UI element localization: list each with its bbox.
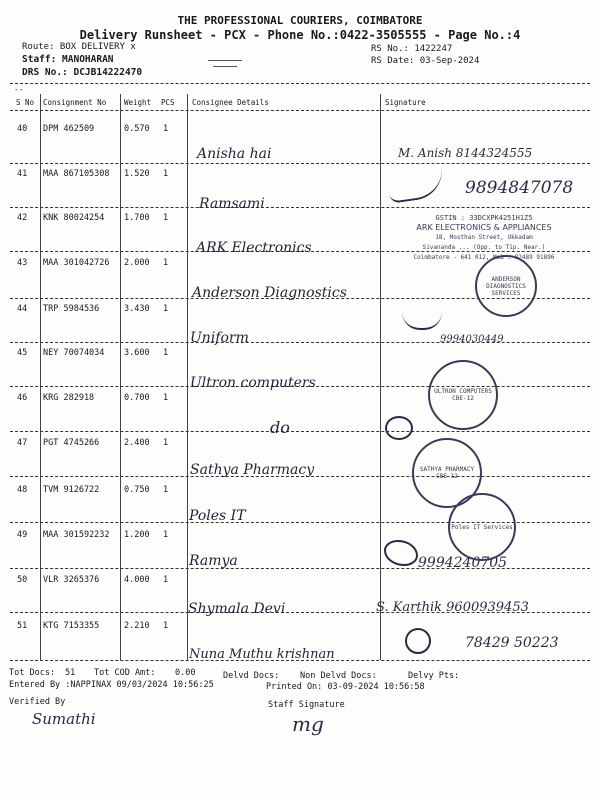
consignee-handwriting: Nuna Muthu krishnan	[189, 647, 335, 662]
row-weight: 1.520	[124, 169, 150, 179]
row-pcs: 1	[163, 530, 169, 540]
sathya-stamp-text: SATHYA PHARMACY CBE-12	[419, 466, 475, 480]
col-line	[40, 94, 41, 660]
row-divider	[10, 207, 590, 208]
row-consignment: PGT 4745266	[43, 438, 100, 448]
consignee-handwriting: Sathya Pharmacy	[190, 462, 315, 478]
row-consignment: DPM 462509	[43, 124, 95, 134]
row-consignment: TVM 9126722	[43, 485, 100, 495]
divider	[10, 83, 590, 84]
consignee-handwriting: Anisha hai	[197, 146, 272, 162]
recipient-signature: M. Anish 8144324555	[398, 146, 533, 160]
ultron-stamp	[428, 360, 498, 430]
consignee-handwriting: Ramsami	[199, 196, 265, 212]
ark-address: Coimbatore - 641 012, Mob : 82489 91896	[413, 254, 555, 261]
recipient-signature: 9994240705	[418, 555, 508, 571]
entered-by: Entered By :NAPPINAX 09/03/2024 10:56:25	[9, 680, 214, 690]
runsheet-title: Delivery Runsheet - PCX - Phone No.:0422-3505555 - Page No.:4	[79, 28, 521, 42]
cod-amount-label: Tot COD Amt:	[94, 668, 156, 678]
printed-on: Printed On: 03-09-2024 10:56:58	[266, 682, 425, 692]
row-divider	[10, 163, 590, 164]
row-pcs: 1	[163, 169, 169, 179]
route: Route: BOX DELIVERY x	[22, 42, 136, 52]
signature-scribble	[384, 540, 418, 566]
ark-name: ARK ELECTRONICS & APPLIANCES	[416, 223, 552, 232]
row-pcs: 1	[163, 124, 169, 134]
consignee-handwriting: Ramya	[189, 553, 238, 569]
signature-scribble	[385, 416, 413, 440]
row-pcs: 1	[163, 621, 169, 631]
signature-scribble	[405, 628, 431, 654]
row-divider	[10, 431, 590, 432]
consignee-handwriting: ARK Electronics	[196, 240, 312, 256]
row-weight: 3.430	[124, 304, 150, 314]
row-weight: 1.700	[124, 213, 150, 223]
row-weight: 1.200	[124, 530, 150, 540]
recipient-signature: 9994030449	[440, 334, 504, 345]
consignee-handwriting: do	[270, 418, 290, 437]
row-sno: 40	[17, 124, 28, 134]
poles-stamp	[448, 493, 516, 561]
row-pcs: 1	[163, 393, 169, 403]
col-line	[120, 94, 121, 660]
row-sno: 42	[17, 213, 28, 223]
row-weight: 3.600	[124, 348, 150, 358]
row-weight: 2.000	[124, 258, 150, 268]
verified-by-label: Verified By	[9, 697, 66, 707]
col-line	[380, 94, 381, 660]
row-consignment: NEY 70074034	[43, 348, 105, 358]
consignee-handwriting: Anderson Diagnostics	[192, 285, 347, 301]
consignee-handwriting: Uniform	[190, 330, 249, 346]
row-sno: 46	[17, 393, 28, 403]
verifier-signature: Sumathi	[32, 710, 96, 728]
cod-amount-value: 0.00	[175, 668, 196, 678]
row-consignment: VLR 3265376	[43, 575, 100, 585]
row-sno: 51	[17, 621, 28, 631]
staff-signature-label: Staff Signature	[268, 700, 345, 710]
ark-electronics-stamp	[384, 213, 584, 263]
row-consignment: MAA 301592232	[43, 530, 110, 540]
col-sno-header: S No	[16, 98, 35, 107]
row-consignment: TRP 5984536	[43, 304, 100, 314]
mark-line	[213, 66, 237, 67]
poles-stamp-text: Poles IT Services	[451, 523, 513, 531]
col-pcs-header: PCS	[161, 98, 175, 107]
non-delivered-docs-label: Non Delvd Docs:	[300, 671, 377, 681]
rs-date: RS Date: 03-Sep-2024	[371, 56, 480, 66]
row-weight: 2.210	[124, 621, 150, 631]
mark-line	[208, 60, 242, 61]
ark-address: Sivananda ... (Opp. to Tip. Near.)	[422, 244, 546, 251]
row-consignment: MAA 301042726	[43, 258, 110, 268]
staff: Staff: MANOHARAN	[22, 54, 114, 65]
row-sno: 50	[17, 575, 28, 585]
divider	[10, 110, 590, 111]
col-consignment-header: Consignment No	[43, 98, 107, 107]
row-pcs: 1	[163, 438, 169, 448]
dash-marker: --	[14, 85, 24, 94]
recipient-signature: S. Karthik 9600939453	[376, 600, 529, 615]
signature-scribble	[402, 312, 442, 330]
consignee-handwriting: Shymala Devi	[188, 601, 286, 617]
row-sno: 47	[17, 438, 28, 448]
row-weight: 0.570	[124, 124, 150, 134]
row-pcs: 1	[163, 213, 169, 223]
drs-number: DRS No.: DCJB14222470	[22, 67, 143, 78]
consignee-handwriting: Poles IT	[189, 508, 246, 524]
consignee-handwriting: Ultron computers	[190, 375, 316, 391]
company-name: THE PROFESSIONAL COURIERS, COIMBATORE	[177, 14, 423, 27]
row-sno: 45	[17, 348, 28, 358]
total-docs-value: 51	[65, 668, 76, 678]
ark-gstin: GSTIN : 33DCXPK4251H1Z5	[435, 214, 533, 222]
ark-address: 18, Mosthan Street, Ukkadam	[435, 234, 533, 241]
rs-number: RS No.: 1422247	[371, 44, 453, 54]
signature-scribble	[386, 166, 446, 204]
total-docs-label: Tot Docs:	[9, 668, 56, 678]
row-weight: 0.700	[124, 393, 150, 403]
row-pcs: 1	[163, 348, 169, 358]
row-consignment: KNK 80024254	[43, 213, 105, 223]
row-weight: 2.400	[124, 438, 150, 448]
row-consignment: KRG 282918	[43, 393, 95, 403]
row-pcs: 1	[163, 575, 169, 585]
staff-signature: mg	[292, 712, 324, 736]
row-sno: 48	[17, 485, 28, 495]
row-weight: 0.750	[124, 485, 150, 495]
delivery-points-label: Delvy Pts:	[408, 671, 460, 681]
row-sno: 43	[17, 258, 28, 268]
col-consignee-header: Consignee Details	[192, 98, 269, 107]
row-pcs: 1	[163, 304, 169, 314]
recipient-signature: 78429 50223	[465, 635, 559, 651]
row-weight: 4.000	[124, 575, 150, 585]
anderson-stamp-text: ANDERSON DIAGNOSTICS SERVICES	[486, 275, 526, 297]
ultron-stamp-text: ULTRON COMPUTERS CBE-12	[434, 388, 492, 402]
col-weight-header: Weight	[124, 98, 152, 107]
row-sno: 49	[17, 530, 28, 540]
row-sno: 44	[17, 304, 28, 314]
row-pcs: 1	[163, 258, 169, 268]
row-pcs: 1	[163, 485, 169, 495]
row-consignment: KTG 7153355	[43, 621, 100, 631]
row-sno: 41	[17, 169, 28, 179]
col-signature-header: Signature	[385, 98, 426, 107]
row-consignment: MAA 867105308	[43, 169, 110, 179]
delivered-docs-label: Delvd Docs:	[223, 671, 280, 681]
col-line	[187, 94, 188, 660]
anderson-stamp	[475, 255, 537, 317]
recipient-signature: 9894847078	[465, 178, 574, 198]
